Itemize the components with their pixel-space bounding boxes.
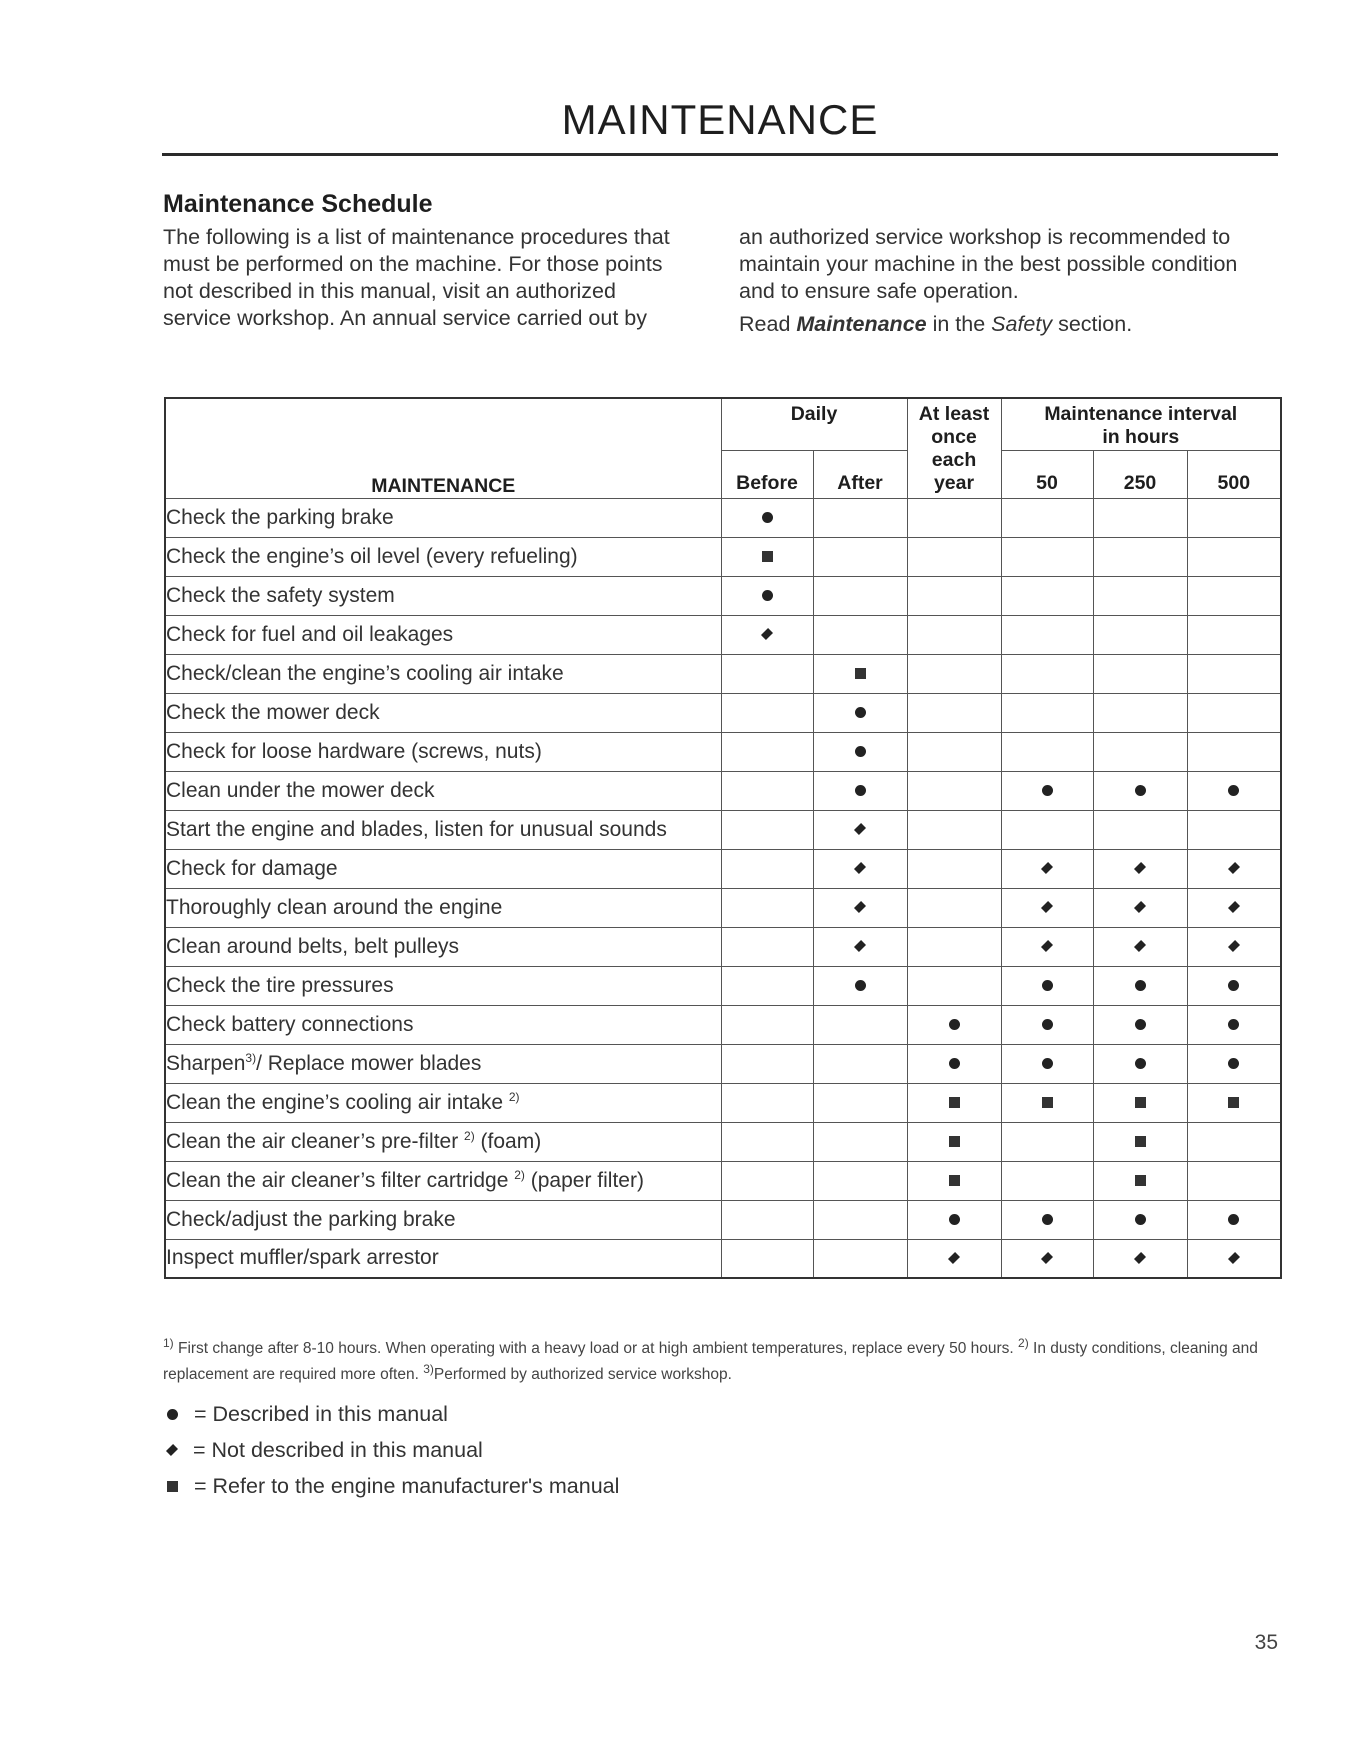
- column-header-yearly: [907, 398, 1001, 498]
- circle-icon: [855, 980, 866, 991]
- task-label-suffix: (paper filter): [524, 1168, 644, 1192]
- mark-cell: [1001, 732, 1093, 771]
- task-label: Check the engine’s oil level (every refueling): [166, 544, 578, 568]
- mark-cell: [721, 498, 813, 537]
- square-icon: [1228, 1097, 1239, 1108]
- section-title: Maintenance Schedule: [163, 190, 433, 218]
- mark-cell: [907, 537, 1001, 576]
- task-cell: [165, 576, 721, 615]
- interval-line: Maintenance interval: [1044, 403, 1238, 425]
- mark-cell: [721, 537, 813, 576]
- task-cell: [165, 1044, 721, 1083]
- column-header-250: 250: [1093, 450, 1187, 498]
- task-label: Check battery connections: [166, 1012, 414, 1036]
- legend-item: [163, 1396, 619, 1432]
- mark-cell: [1001, 576, 1093, 615]
- circle-icon: [855, 785, 866, 796]
- footnote-marker: 2): [1018, 1335, 1029, 1350]
- read-safety-ref: Safety: [991, 312, 1053, 336]
- circle-icon: [167, 1409, 178, 1420]
- mark-cell: [813, 1122, 907, 1161]
- task-label: Start the engine and blades, listen for unusual sounds: [166, 817, 667, 841]
- legend-text: = Refer to the engine manufacturer's manual: [194, 1473, 620, 1498]
- task-cell: [165, 1005, 721, 1044]
- mark-cell: [813, 498, 907, 537]
- intro-line: an authorized service workshop is recommended to: [739, 225, 1231, 249]
- mark-cell: [907, 849, 1001, 888]
- yearly-line: At least: [918, 403, 990, 425]
- mark-cell: [721, 888, 813, 927]
- mark-cell: [1001, 654, 1093, 693]
- circle-icon: [1228, 1214, 1239, 1225]
- mark-cell: [907, 1083, 1001, 1122]
- task-cell: [165, 498, 721, 537]
- mark-cell: [813, 888, 907, 927]
- circle-icon: [1135, 1019, 1146, 1030]
- mark-cell: [907, 1122, 1001, 1161]
- diamond-icon: [854, 940, 866, 952]
- task-cell: [165, 1239, 721, 1278]
- square-icon: [855, 668, 866, 679]
- mark-cell: [813, 1044, 907, 1083]
- mark-cell: [1093, 1122, 1187, 1161]
- mark-cell: [813, 693, 907, 732]
- task-cell: [165, 1200, 721, 1239]
- mark-cell: [1001, 810, 1093, 849]
- mark-cell: [813, 810, 907, 849]
- mark-cell: [721, 849, 813, 888]
- mark-cell: [907, 1005, 1001, 1044]
- page-title: MAINTENANCE: [561, 96, 879, 143]
- mark-cell: [907, 888, 1001, 927]
- table-row: [165, 1122, 1281, 1161]
- diamond-icon: [1134, 862, 1146, 874]
- table-row: [165, 1083, 1281, 1122]
- yearly-line: each: [931, 449, 977, 471]
- footnote-marker: 2): [464, 1128, 475, 1143]
- circle-icon: [1135, 980, 1146, 991]
- mark-cell: [1001, 1122, 1093, 1161]
- table-row: [165, 693, 1281, 732]
- task-label: Inspect muffler/spark arrestor: [166, 1246, 439, 1270]
- diamond-icon: [1228, 940, 1240, 952]
- footnote-text: First change after 8-10 hours. When operating with a heavy load or at high ambient temperatures, replace every 50 hours.: [173, 1340, 1019, 1357]
- circle-icon: [1135, 1214, 1146, 1225]
- table-row: [165, 1200, 1281, 1239]
- table-row: [165, 1161, 1281, 1200]
- mark-cell: [813, 615, 907, 654]
- mark-cell: [1001, 1044, 1093, 1083]
- mark-cell: [1187, 498, 1281, 537]
- mark-cell: [1187, 810, 1281, 849]
- diamond-icon: [1134, 940, 1146, 952]
- footnote-marker: 1): [163, 1335, 174, 1350]
- footnote-marker: 2): [508, 1089, 520, 1104]
- mark-cell: [721, 1122, 813, 1161]
- task-label: Check the safety system: [166, 583, 395, 607]
- mark-cell: [1187, 888, 1281, 927]
- diamond-icon: [1041, 1252, 1053, 1264]
- task-cell: [165, 849, 721, 888]
- mark-cell: [1001, 888, 1093, 927]
- mark-cell: [1187, 537, 1281, 576]
- mark-cell: [1001, 693, 1093, 732]
- mark-cell: [907, 1239, 1001, 1278]
- task-label: Check the tire pressures: [166, 973, 394, 997]
- task-label: Clean the engine’s cooling air intake: [166, 1090, 509, 1114]
- mark-cell: [813, 1239, 907, 1278]
- diamond-icon: [761, 628, 773, 640]
- mark-cell: [813, 849, 907, 888]
- task-label: Thoroughly clean around the engine: [166, 895, 503, 919]
- mark-cell: [1187, 1083, 1281, 1122]
- square-icon: [949, 1175, 960, 1186]
- mark-cell: [721, 1200, 813, 1239]
- diamond-icon: [854, 901, 866, 913]
- mark-cell: [1187, 615, 1281, 654]
- mark-cell: [1093, 615, 1187, 654]
- circle-icon: [1042, 1214, 1053, 1225]
- mark-cell: [1001, 1200, 1093, 1239]
- read-maintenance-ref: Maintenance: [796, 312, 927, 336]
- footnote-text: In dusty conditions, cleaning and replacement are required more often.: [163, 1340, 1258, 1383]
- table-row: [165, 966, 1281, 1005]
- table-row: [165, 888, 1281, 927]
- mark-cell: [1093, 693, 1187, 732]
- diamond-icon: [1228, 862, 1240, 874]
- circle-icon: [855, 746, 866, 757]
- footnote-text: Performed by authorized service workshop.: [433, 1366, 732, 1383]
- task-cell: [165, 732, 721, 771]
- task-label: Sharpen: [166, 1051, 246, 1075]
- mark-cell: [907, 732, 1001, 771]
- mark-cell: [1093, 1044, 1187, 1083]
- mark-cell: [813, 966, 907, 1005]
- mark-cell: [721, 966, 813, 1005]
- task-label: Clean the air cleaner’s pre-filter: [166, 1129, 465, 1153]
- mark-cell: [907, 1200, 1001, 1239]
- task-label-suffix: / Replace mower blades: [256, 1051, 482, 1075]
- mark-cell: [721, 693, 813, 732]
- table-row: [165, 1044, 1281, 1083]
- circle-icon: [1042, 1058, 1053, 1069]
- square-icon: [167, 1481, 178, 1492]
- mark-cell: [1187, 1200, 1281, 1239]
- header-divider: [162, 153, 1278, 156]
- mark-cell: [1093, 654, 1187, 693]
- circle-icon: [949, 1214, 960, 1225]
- mark-cell: [721, 1005, 813, 1044]
- mark-cell: [1093, 888, 1187, 927]
- task-label: Check for fuel and oil leakages: [166, 622, 454, 646]
- interval-line: in hours: [1102, 426, 1180, 448]
- intro-line: maintain your machine in the best possible condition: [739, 252, 1238, 276]
- mark-cell: [1093, 966, 1187, 1005]
- task-label: Check for damage: [166, 856, 338, 880]
- read-prefix: Read: [739, 312, 797, 336]
- mark-cell: [1093, 732, 1187, 771]
- circle-icon: [1228, 1058, 1239, 1069]
- table-row: [165, 771, 1281, 810]
- square-icon: [1135, 1136, 1146, 1147]
- table-row: [165, 732, 1281, 771]
- mark-cell: [1187, 1005, 1281, 1044]
- page-number: 35: [1254, 1631, 1278, 1654]
- mark-cell: [907, 576, 1001, 615]
- mark-cell: [907, 966, 1001, 1005]
- table-row: [165, 1005, 1281, 1044]
- mark-cell: [1093, 498, 1187, 537]
- mark-cell: [1093, 1200, 1187, 1239]
- footnote-marker: 2): [514, 1167, 525, 1182]
- intro-line: The following is a list of maintenance procedures that: [163, 225, 670, 249]
- column-header-500: 500: [1187, 450, 1281, 498]
- mark-cell: [907, 693, 1001, 732]
- task-cell: [165, 1161, 721, 1200]
- legend-item: [163, 1432, 619, 1468]
- mark-cell: [721, 1161, 813, 1200]
- diamond-icon: [166, 1444, 178, 1456]
- circle-icon: [1228, 1019, 1239, 1030]
- task-label: Clean around belts, belt pulleys: [166, 934, 460, 958]
- mark-cell: [721, 771, 813, 810]
- mark-cell: [813, 654, 907, 693]
- circle-icon: [949, 1058, 960, 1069]
- circle-icon: [1042, 1019, 1053, 1030]
- mark-cell: [1001, 927, 1093, 966]
- column-group-interval: [1001, 398, 1281, 450]
- circle-icon: [949, 1019, 960, 1030]
- circle-icon: [762, 590, 773, 601]
- table-row: [165, 927, 1281, 966]
- mark-cell: [1187, 927, 1281, 966]
- mark-cell: [813, 1200, 907, 1239]
- task-cell: [165, 693, 721, 732]
- table-row: [165, 849, 1281, 888]
- diamond-icon: [854, 823, 866, 835]
- mark-cell: [1001, 1083, 1093, 1122]
- diamond-icon: [1228, 1252, 1240, 1264]
- read-suffix: section.: [1052, 312, 1133, 336]
- mark-cell: [721, 654, 813, 693]
- read-reference-line: [739, 311, 1299, 338]
- legend-item: [163, 1468, 619, 1504]
- diamond-icon: [948, 1252, 960, 1264]
- task-label: Check for loose hardware (screws, nuts): [166, 739, 542, 763]
- mark-cell: [1187, 1161, 1281, 1200]
- column-header-after: After: [813, 450, 907, 498]
- mark-cell: [907, 654, 1001, 693]
- square-icon: [1135, 1097, 1146, 1108]
- mark-cell: [1001, 966, 1093, 1005]
- legend-text: = Not described in this manual: [193, 1437, 483, 1462]
- circle-icon: [1135, 785, 1146, 796]
- mark-cell: [907, 498, 1001, 537]
- mark-cell: [1093, 1239, 1187, 1278]
- mark-cell: [1187, 966, 1281, 1005]
- column-header-before: Before: [721, 450, 813, 498]
- diamond-icon: [854, 862, 866, 874]
- mark-cell: [813, 732, 907, 771]
- mark-cell: [1187, 732, 1281, 771]
- task-label: Check/clean the engine’s cooling air intake: [166, 661, 564, 685]
- mark-cell: [1187, 654, 1281, 693]
- square-icon: [949, 1136, 960, 1147]
- mark-cell: [1093, 1083, 1187, 1122]
- table-row: [165, 654, 1281, 693]
- task-cell: [165, 888, 721, 927]
- square-icon: [762, 551, 773, 562]
- diamond-icon: [1134, 1252, 1146, 1264]
- schedule-body: [165, 498, 1281, 1278]
- square-icon: [1042, 1097, 1053, 1108]
- mark-cell: [1093, 1161, 1187, 1200]
- mark-cell: [907, 1044, 1001, 1083]
- mark-cell: [813, 537, 907, 576]
- task-label: Check the parking brake: [166, 505, 394, 529]
- mark-cell: [1001, 615, 1093, 654]
- yearly-line: year: [933, 472, 975, 494]
- intro-line: must be performed on the machine. For those points: [163, 252, 663, 276]
- intro-line: and to ensure safe operation.: [739, 279, 1019, 303]
- task-label: Check/adjust the parking brake: [166, 1207, 456, 1231]
- mark-cell: [1001, 771, 1093, 810]
- mark-cell: [907, 927, 1001, 966]
- mark-cell: [1093, 849, 1187, 888]
- yearly-line: once: [931, 426, 977, 448]
- table-row: [165, 810, 1281, 849]
- diamond-icon: [1041, 901, 1053, 913]
- diamond-icon: [1228, 901, 1240, 913]
- symbol-legend: [163, 1396, 619, 1504]
- mark-cell: [1001, 1239, 1093, 1278]
- intro-right-column: [739, 224, 1299, 338]
- mark-cell: [813, 1005, 907, 1044]
- footnotes: [163, 1336, 1283, 1388]
- table-row: [165, 498, 1281, 537]
- mark-cell: [813, 1083, 907, 1122]
- circle-icon: [855, 707, 866, 718]
- task-cell: [165, 810, 721, 849]
- task-cell: [165, 615, 721, 654]
- circle-icon: [1228, 980, 1239, 991]
- circle-icon: [762, 512, 773, 523]
- mark-cell: [813, 1161, 907, 1200]
- mark-cell: [1093, 1005, 1187, 1044]
- table-row: [165, 537, 1281, 576]
- mark-cell: [721, 810, 813, 849]
- table-row: [165, 1239, 1281, 1278]
- table-row: [165, 576, 1281, 615]
- task-label: Check the mower deck: [166, 700, 380, 724]
- circle-icon: [1228, 785, 1239, 796]
- mark-cell: [721, 1083, 813, 1122]
- mark-cell: [721, 615, 813, 654]
- footnote-marker: 3): [423, 1361, 434, 1376]
- mark-cell: [1001, 1005, 1093, 1044]
- mark-cell: [1187, 576, 1281, 615]
- mark-cell: [1093, 927, 1187, 966]
- square-icon: [949, 1097, 960, 1108]
- task-cell: [165, 1122, 721, 1161]
- mark-cell: [1187, 1044, 1281, 1083]
- mark-cell: [1187, 849, 1281, 888]
- task-cell: [165, 966, 721, 1005]
- circle-icon: [1042, 785, 1053, 796]
- mark-cell: [1001, 849, 1093, 888]
- mark-cell: [1001, 1161, 1093, 1200]
- mark-cell: [1187, 1122, 1281, 1161]
- mark-cell: [721, 732, 813, 771]
- column-header-50: 50: [1001, 450, 1093, 498]
- task-cell: [165, 771, 721, 810]
- read-middle: in the: [926, 312, 992, 336]
- maintenance-schedule-table: [164, 397, 1282, 1279]
- task-label-suffix: (foam): [474, 1129, 542, 1153]
- mark-cell: [1093, 537, 1187, 576]
- task-cell: [165, 654, 721, 693]
- mark-cell: [813, 771, 907, 810]
- mark-cell: [1187, 771, 1281, 810]
- column-group-daily: Daily: [721, 398, 907, 450]
- mark-cell: [1093, 810, 1187, 849]
- circle-icon: [1042, 980, 1053, 991]
- mark-cell: [813, 576, 907, 615]
- task-cell: [165, 927, 721, 966]
- mark-cell: [721, 576, 813, 615]
- circle-icon: [1135, 1058, 1146, 1069]
- task-cell: [165, 1083, 721, 1122]
- diamond-icon: [1041, 862, 1053, 874]
- mark-cell: [1001, 498, 1093, 537]
- square-icon: [1135, 1175, 1146, 1186]
- intro-line: not described in this manual, visit an authorized: [163, 279, 616, 303]
- footnote-marker: 3): [245, 1050, 257, 1065]
- diamond-icon: [1134, 901, 1146, 913]
- table-row: [165, 615, 1281, 654]
- legend-text: = Described in this manual: [194, 1401, 448, 1426]
- mark-cell: [1187, 1239, 1281, 1278]
- diamond-icon: [1041, 940, 1053, 952]
- mark-cell: [907, 1161, 1001, 1200]
- task-label: Clean under the mower deck: [166, 778, 435, 802]
- task-label: Clean the air cleaner’s filter cartridge: [166, 1168, 515, 1192]
- column-header-maintenance: MAINTENANCE: [165, 398, 721, 498]
- intro-line: service workshop. An annual service carried out by: [163, 306, 647, 330]
- mark-cell: [813, 927, 907, 966]
- task-cell: [165, 537, 721, 576]
- mark-cell: [907, 810, 1001, 849]
- mark-cell: [721, 927, 813, 966]
- mark-cell: [1093, 771, 1187, 810]
- mark-cell: [907, 771, 1001, 810]
- mark-cell: [1187, 693, 1281, 732]
- mark-cell: [721, 1239, 813, 1278]
- mark-cell: [1093, 576, 1187, 615]
- mark-cell: [907, 615, 1001, 654]
- intro-left-column: [163, 224, 703, 332]
- mark-cell: [721, 1044, 813, 1083]
- mark-cell: [1001, 537, 1093, 576]
